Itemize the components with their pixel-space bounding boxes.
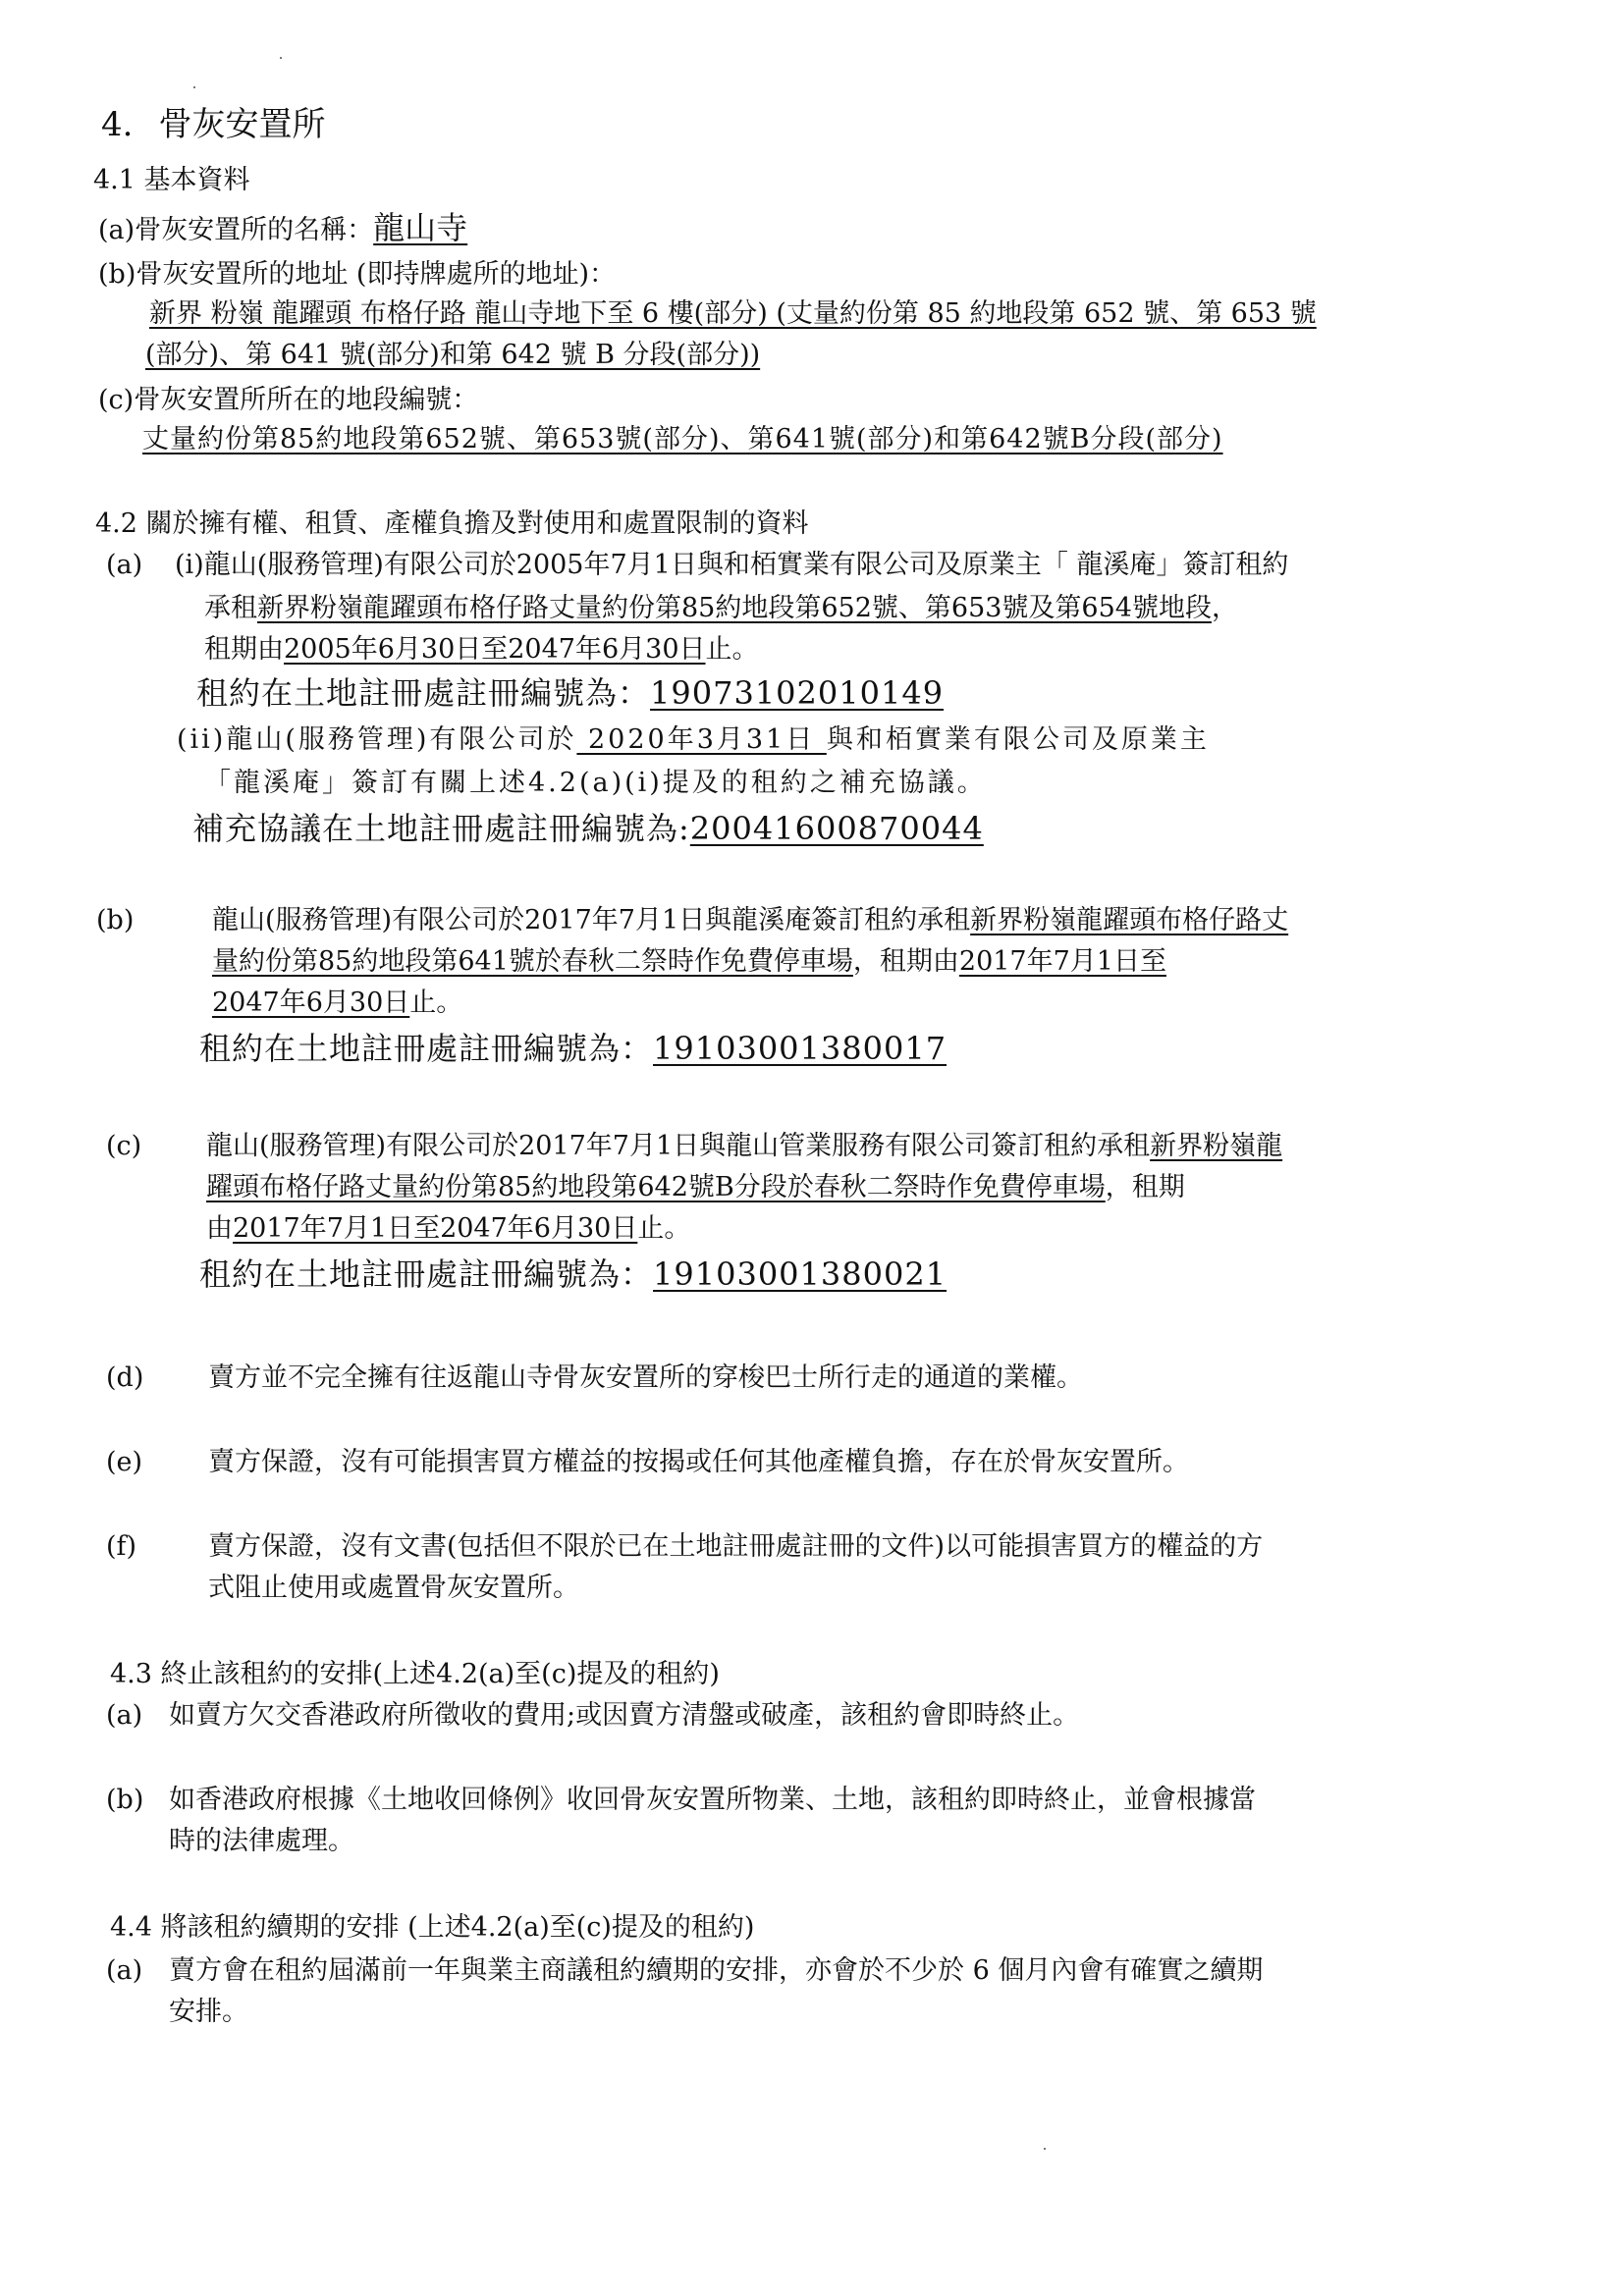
s42-b-line1-pre: 龍山(服務管理)有限公司於2017年7月1日與龍溪庵簽訂租約承租 — [212, 905, 971, 935]
s42-a-marker: (a) — [106, 550, 143, 580]
s42-c-line3-post: 止。 — [637, 1213, 691, 1244]
s41-b-address-line1: 新界 粉嶺 龍躍頭 布格仔路 龍山寺地下至 6 樓(部分) (丈量約份第 85 約地段第 652 號、第 653 號 — [149, 298, 1317, 329]
s42-f-marker: (f) — [106, 1531, 137, 1562]
s42-a-ii-date: 2020年3月31日 — [576, 724, 827, 755]
s42-a-i-line1: (i)龍山(服務管理)有限公司於2005年7月1日與和栢實業有限公司及原業主「 龍溪庵」簽訂租約 — [175, 550, 1289, 580]
s42-a-ii-reg-label: 補充協議在土地註冊處註冊編號為: — [192, 810, 690, 847]
s42-d-text: 賣方並不完全擁有往返龍山寺骨灰安置所的穿梭巴士所行走的通道的業權。 — [208, 1362, 1083, 1393]
s42-a-ii-reg-number: 20041600870044 — [689, 810, 984, 847]
s42-b-term-part1: 2017年7月1日至 — [958, 946, 1166, 977]
s43-b-line1: 如香港政府根據《土地收回條例》收回骨灰安置所物業、土地，該租約即時終止，並會根據當 — [169, 1785, 1256, 1815]
s42-a-ii-line2: 「龍溪庵」簽訂有關上述4.2(a)(i)提及的租約之補充協議。 — [204, 768, 987, 798]
s42-a-i-line3 — [204, 634, 759, 665]
s42-b-term-part2: 2047年6月30日 — [212, 988, 410, 1018]
s41-a-label: (a)骨灰安置所的名稱： — [98, 215, 374, 245]
section-title — [101, 106, 325, 144]
s42-d-marker: (d) — [106, 1362, 144, 1393]
s42-c-registration — [199, 1256, 947, 1293]
scan-speck — [280, 57, 282, 59]
s43-b-line2: 時的法律處理。 — [169, 1826, 354, 1856]
s42-c-line3-pre: 由 — [206, 1213, 233, 1244]
s41-b-label: (b)骨灰安置所的地址 (即持牌處所的地址)： — [98, 259, 617, 290]
s41-c-lot-value: 丈量約份第85約地段第652號、第653號(部分)、第641號(部分)和第642號B分段(部分) — [142, 424, 1223, 454]
s41-heading: 4.1 基本資料 — [93, 165, 250, 195]
s42-a-ii-line1 — [177, 724, 1210, 755]
s42-c-reg-label: 租約在土地註冊處註冊編號為： — [199, 1255, 654, 1293]
s42-e-text: 賣方保證，沒有可能損害買方權益的按揭或任何其他產權負擔，存在於骨灰安置所。 — [208, 1447, 1189, 1477]
s42-c-line1 — [206, 1131, 1282, 1161]
s42-c-marker: (c) — [106, 1131, 142, 1161]
s43-heading: 4.3 終止該租約的安排(上述4.2(a)至(c)提及的租約) — [110, 1659, 720, 1689]
s42-b-line1 — [212, 905, 1288, 935]
s41-c-label-text: (c)骨灰安置所所在的地段編號： — [98, 385, 479, 415]
s42-c-lot-part2: 躍頭布格仔路丈量約份第85約地段第642號B分段於春秋二祭時作免費停車場 — [206, 1172, 1106, 1202]
section-number: 4. — [101, 105, 134, 144]
s42-c-reg-number: 19103001380021 — [653, 1255, 947, 1293]
columbarium-name: 龍山寺 — [373, 209, 468, 246]
s42-f-line1: 賣方保證，沒有文書(包括但不限於已在土地註冊處註冊的文件)以可能損害買方的權益的方 — [208, 1531, 1264, 1562]
s42-c-term: 2017年7月1日至2047年6月30日 — [233, 1213, 638, 1244]
s41-b-address-line2: (部分)、第 641 號(部分)和第 642 號 B 分段(部分)) — [145, 340, 761, 370]
s42-a-i-lot: 新界粉嶺龍躍頭布格仔路丈量約份第85約地段第652號、第653號及第654號地段 — [257, 593, 1212, 623]
s42-b-line2-post: ，租期由 — [852, 946, 959, 977]
s43-a-marker: (a) — [106, 1700, 143, 1731]
s42-b-reg-label: 租約在土地註冊處註冊編號為： — [199, 1030, 654, 1067]
s42-b-line3 — [212, 988, 462, 1018]
s44-a-marker: (a) — [106, 1955, 143, 1986]
s42-c-line2-post: ，租期 — [1105, 1172, 1185, 1202]
s42-f-line2: 式阻止使用或處置骨灰安置所。 — [208, 1573, 579, 1603]
s41-a-row — [98, 210, 467, 246]
s44-a-line1: 賣方會在租約屆滿前一年與業主商議租約續期的安排，亦會於不少於 6 個月內會有確實之續期 — [169, 1955, 1264, 1986]
s44-a-line2: 安排。 — [169, 1997, 248, 2027]
s42-a-i-reg-number: 19073102010149 — [650, 674, 945, 712]
s44-heading: 4.4 將該租約續期的安排 (上述4.2(a)至(c)提及的租約) — [110, 1912, 755, 1943]
s43-b-marker: (b) — [106, 1785, 144, 1815]
s42-a-i-registration — [196, 675, 944, 712]
s42-c-line3 — [206, 1213, 690, 1244]
s42-a-i-line3-post: 止。 — [705, 634, 759, 665]
s42-e-marker: (e) — [106, 1447, 143, 1477]
s42-c-lot-part1: 新界粉嶺龍 — [1150, 1131, 1283, 1161]
s42-b-line2 — [212, 946, 1166, 977]
s42-heading: 4.2 關於擁有權、租賃、產權負擔及對使用和處置限制的資料 — [95, 508, 809, 539]
s42-b-line3-post: 止。 — [409, 988, 463, 1018]
s42-a-i-line2-pre: 承租 — [204, 593, 257, 623]
s42-b-reg-number: 19103001380017 — [653, 1030, 947, 1067]
s42-a-i-reg-label: 租約在土地註冊處註冊編號為： — [196, 674, 651, 712]
s42-a-i-term: 2005年6月30日至2047年6月30日 — [284, 634, 706, 665]
s42-c-line1-pre: 龍山(服務管理)有限公司於2017年7月1日與龍山管業服務有限公司簽訂租約承租 — [206, 1131, 1151, 1161]
s42-b-marker: (b) — [96, 905, 135, 935]
s42-a-i-line3-pre: 租期由 — [204, 634, 284, 665]
s42-a-i-line2-post: ， — [1211, 593, 1238, 623]
s42-a-ii-line1-post: 與和栢實業有限公司及原業主 — [826, 724, 1210, 755]
s42-c-line2 — [206, 1172, 1185, 1202]
s42-a-i-line2 — [204, 593, 1238, 623]
s43-a-text: 如賣方欠交香港政府所徵收的費用;或因賣方清盤或破產，該租約會即時終止。 — [169, 1700, 1080, 1731]
s42-b-lot-part2: 量約份第85約地段第641號於春秋二祭時作免費停車場 — [212, 946, 853, 977]
scan-speck — [1044, 2148, 1046, 2150]
s42-a-ii-line1-pre: (ii)龍山(服務管理)有限公司於 — [177, 724, 577, 755]
s41-c-label — [98, 385, 478, 415]
section-title-text: 骨灰安置所 — [158, 105, 326, 144]
scan-speck — [193, 86, 195, 88]
s42-a-ii-registration — [192, 811, 984, 847]
s42-b-lot-part1: 新界粉嶺龍躍頭布格仔路丈 — [970, 905, 1289, 935]
s42-b-registration — [199, 1031, 947, 1067]
